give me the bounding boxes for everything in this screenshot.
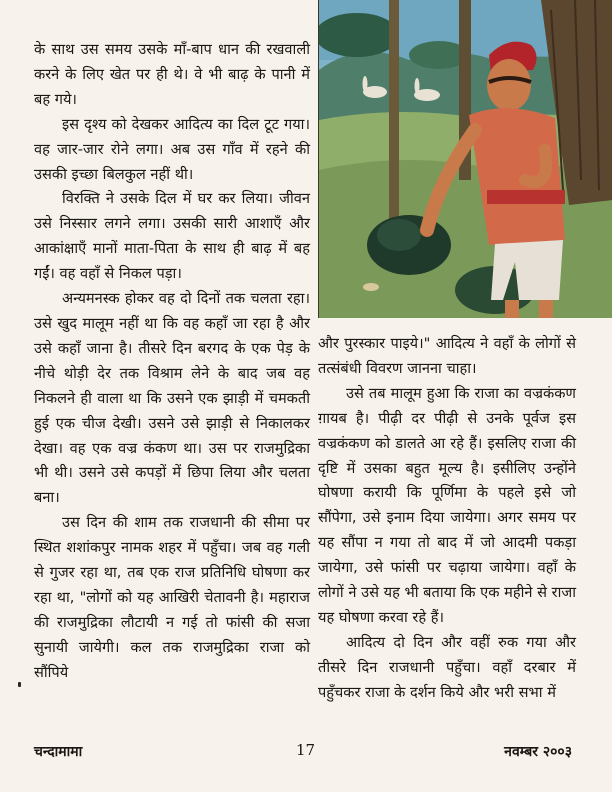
paragraph: उसे तब मालूम हुआ कि राजा का वज्रकंकण ग़ायब है। पीढ़ी दर पीढ़ी से उनके पूर्वज इस वज्रकंकण को डालते आ रहे हैं। इसलिए राजा की दृष्टि में उसका बहुत मूल्य है। इसीलिए उन्होंने घोषणा करायी कि पूर्णिमा के पहले इसे जो सौंपेगा, उसे इनाम दिया जायेगा। अगर समय पर यह सौंपा न गया तो बाद में जो आदमी पकड़ा जायेगा, उसे फांसी पर चढ़ाया जायेगा। वहाँ के लोगों ने उसे यह भी बताया कि एक महीने से राजा यह घोषणा करवा रहे हैं। bbox=[318, 384, 576, 626]
page-footer bbox=[0, 742, 612, 772]
story-illustration bbox=[318, 0, 612, 318]
forest-scene-illustration bbox=[319, 0, 612, 318]
paragraph: और पुरस्कार पाइये।" आदित्य ने वहाँ के लोगों से तत्संबंधी विवरण जानना चाहा। bbox=[318, 335, 576, 377]
paragraph: विरक्ति ने उसके दिल में घर कर लिया। जीवन उसे निस्सार लगने लगा। उसकी सारी आशाएँ और आकांक्षाएँ मानों माता-पिता के साथ ही बाढ़ में बह गईं। वह वहाँ से निकल पड़ा। bbox=[34, 190, 310, 283]
print-speck bbox=[18, 682, 21, 687]
paragraph: अन्यमनस्क होकर वह दो दिनों तक चलता रहा। उसे खुद मालूम नहीं था कि वह कहाँ जा रहा है और उसे कहाँ जाना है। तीसरे दिन बरगद के एक पेड़ के नीचे थोड़ी देर तक विश्राम लेने के बाद जब वह निकलने ही वाला था कि उसने एक झाड़ी में चमकती हुई एक चीज देखी। उसने उसे झाड़ी से निकालकर देखा। वह एक वज्र कंकण था। उस पर राजमुद्रिका भी थी। उसने उसे कपड़ों में छिपा लिया और चलता बना। bbox=[34, 290, 310, 507]
issue-date: नवम्बर २००३ bbox=[504, 744, 572, 760]
paragraph: आदित्य दो दिन और वहीं रुक गया और तीसरे दिन राजधानी पहुँचा। वहाँ दरबार में पहुँचकर राजा के दर्शन किये और भरी सभा में bbox=[318, 633, 576, 701]
bush-highlight bbox=[377, 219, 421, 251]
paragraph: उस दिन की शाम तक राजधानी की सीमा पर स्थित शशांकपुर नामक शहर में पहुँचा। जब वह गली से गुजर रहा था, तब एक राज प्रतिनिधि घोषणा कर रहा था, "लोगों को यह आखिरी चेतावनी है। महाराज की राजमुद्रिका लौटायी न गई तो फांसी की सजा सुनायी जायेगी। कल तक राजमुद्रिका राजा को सौंपिये bbox=[34, 514, 310, 681]
tree-trunk-thin bbox=[389, 0, 399, 240]
right-text-column bbox=[318, 332, 576, 706]
page-number: 17 bbox=[296, 741, 316, 759]
shiny-object bbox=[363, 283, 379, 291]
paragraph: के साथ उस समय उसके माँ-बाप धान की रखवाली करने के लिए खेत पर ही थे। वे भी बाढ़ के पानी में बह गये। bbox=[34, 41, 310, 108]
left-text-column bbox=[34, 38, 310, 686]
magazine-name: चन्दामामा bbox=[34, 744, 83, 760]
paragraph: इस दृश्य को देखकर आदित्य का दिल टूट गया। वह जार-जार रोने लगा। अब उस गाँव में रहने की उसकी इच्छा बिलकुल नहीं थी। bbox=[34, 115, 310, 183]
